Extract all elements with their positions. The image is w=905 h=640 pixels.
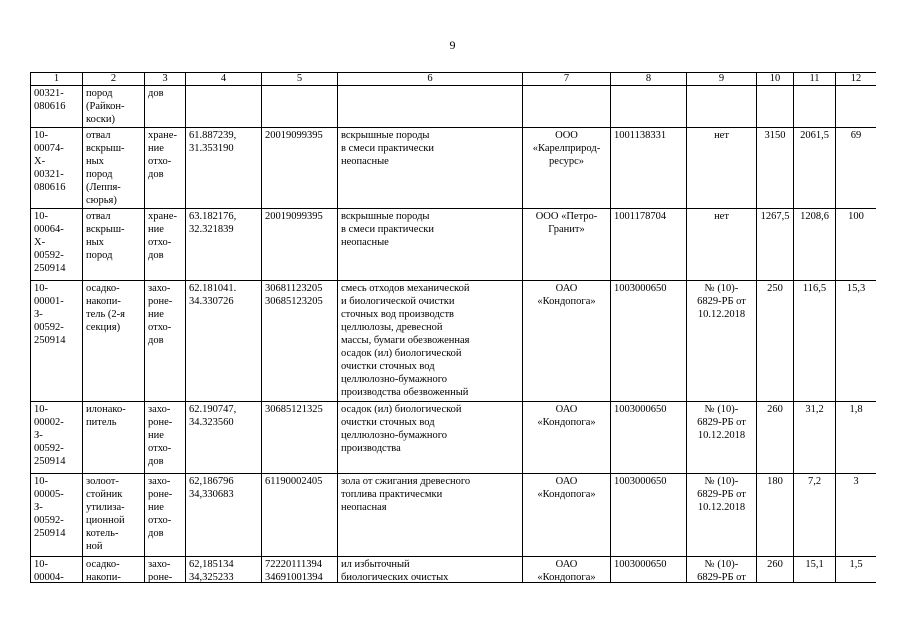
inn-cell: 1003000650 [611,557,687,584]
header-row [31,73,877,86]
col12-cell: 1,8 [836,402,877,474]
col12-cell: 3 [836,474,877,557]
col10-cell: 250 [757,281,794,402]
inn-cell [611,86,687,128]
waste-code-cell: 72220111394 34691001394 [262,557,338,584]
waste-facilities-table-container [30,72,876,583]
operator-cell: ОАО «Кондопога» [523,474,611,557]
purpose-cell: захо- роне- ние отхо- дов [145,281,186,402]
waste-code-cell: 20019099395 [262,209,338,281]
col12-cell: 15,3 [836,281,877,402]
table-row [31,281,877,402]
col12-cell: 100 [836,209,877,281]
inn-cell: 1001138331 [611,128,687,209]
waste-type-cell: осадок (ил) биологической очистки сточных вод целлюлозно-бумажного производства [338,402,523,474]
col11-cell: 7,2 [794,474,836,557]
table-row [31,402,877,474]
col11-cell: 2061,5 [794,128,836,209]
col11-cell: 31,2 [794,402,836,474]
license-cell: № (10)- 6829-РБ от 10.12.2018 [687,474,757,557]
license-cell: № (10)- 6829-РБ от 10.12.2018 [687,402,757,474]
waste-type-cell: ил избыточный биологических очистых [338,557,523,584]
inn-cell: 1001178704 [611,209,687,281]
waste-code-cell: 61190002405 [262,474,338,557]
license-cell: № (10)- 6829-РБ от 10.12.2018 [687,281,757,402]
object-name-cell: илонако- питель [83,402,145,474]
operator-cell: ОАО «Кондопога» [523,281,611,402]
table-row [31,474,877,557]
col11-cell: 15,1 [794,557,836,584]
license-cell [687,86,757,128]
column-header-5: 5 [262,73,338,86]
waste-code-cell [262,86,338,128]
object-number-cell: 10- 00002- З- 00592- 250914 [31,402,83,474]
waste-type-cell: вскрышные породы в смеси практически неопасные [338,209,523,281]
col11-cell: 1208,6 [794,209,836,281]
col10-cell: 260 [757,557,794,584]
coordinates-cell: 62.190747, 34.323560 [186,402,262,474]
table-row [31,557,877,584]
license-cell: № (10)- 6829-РБ от [687,557,757,584]
coordinates-cell [186,86,262,128]
table-row [31,86,877,128]
col10-cell [757,86,794,128]
column-header-11: 11 [794,73,836,86]
object-number-cell: 10- 00074- X- 00321- 080616 [31,128,83,209]
column-header-2: 2 [83,73,145,86]
purpose-cell: хране- ние отхо- дов [145,209,186,281]
operator-cell: ООО «Петро- Гранит» [523,209,611,281]
object-name-cell: отвал вскрыш- ных пород [83,209,145,281]
column-header-10: 10 [757,73,794,86]
col11-cell: 116,5 [794,281,836,402]
col10-cell: 260 [757,402,794,474]
purpose-cell: хране- ние отхо- дов [145,128,186,209]
column-header-7: 7 [523,73,611,86]
object-name-cell: золоот- стойник утилиза- ционной котель- ной [83,474,145,557]
inn-cell: 1003000650 [611,474,687,557]
waste-facilities-table [30,72,876,583]
column-header-6: 6 [338,73,523,86]
coordinates-cell: 61.887239, 31.353190 [186,128,262,209]
col12-cell [836,86,877,128]
table-row [31,209,877,281]
table-row [31,128,877,209]
inn-cell: 1003000650 [611,402,687,474]
waste-code-cell: 20019099395 [262,128,338,209]
waste-type-cell [338,86,523,128]
waste-type-cell: смесь отходов механической и биологической очистки сточных вод производств целлюлозы, древесной массы, бумаги обезвоженная осадок (ил) биологической очистки сточных вод целлюлозно-бумажного производства обезвоженный [338,281,523,402]
object-number-cell: 10- 00001- З- 00592- 250914 [31,281,83,402]
waste-code-cell: 30681123205 30685123205 [262,281,338,402]
coordinates-cell: 63.182176, 32.321839 [186,209,262,281]
col12-cell: 1,5 [836,557,877,584]
waste-type-cell: вскрышные породы в смеси практически неопасные [338,128,523,209]
waste-code-cell: 30685121325 [262,402,338,474]
coordinates-cell: 62.181041. 34.330726 [186,281,262,402]
col10-cell: 3150 [757,128,794,209]
operator-cell [523,86,611,128]
column-header-4: 4 [186,73,262,86]
object-number-cell: 10- 00064- X- 00592- 250914 [31,209,83,281]
license-cell: нет [687,128,757,209]
column-header-8: 8 [611,73,687,86]
inn-cell: 1003000650 [611,281,687,402]
col12-cell: 69 [836,128,877,209]
coordinates-cell: 62,186796 34,330683 [186,474,262,557]
operator-cell: ОАО «Кондопога» [523,557,611,584]
coordinates-cell: 62,185134 34,325233 [186,557,262,584]
purpose-cell: захо- роне- [145,557,186,584]
purpose-cell: дов [145,86,186,128]
object-name-cell: пород (Райкон- коски) [83,86,145,128]
object-number-cell: 10- 00005- З- 00592- 250914 [31,474,83,557]
column-header-9: 9 [687,73,757,86]
object-number-cell: 00321- 080616 [31,86,83,128]
license-cell: нет [687,209,757,281]
object-name-cell: осадко- накопи- [83,557,145,584]
operator-cell: ОАО «Кондопога» [523,402,611,474]
purpose-cell: захо- роне- ние отхо- дов [145,402,186,474]
column-header-3: 3 [145,73,186,86]
object-number-cell: 10- 00004- [31,557,83,584]
column-header-12: 12 [836,73,877,86]
object-name-cell: осадко- накопи- тель (2-я секция) [83,281,145,402]
page-number: 9 [449,38,456,52]
col10-cell: 1267,5 [757,209,794,281]
operator-cell: ООО «Карелприрод- ресурс» [523,128,611,209]
col10-cell: 180 [757,474,794,557]
object-name-cell: отвал вскрыш- ных пород (Леппя- сюрья) [83,128,145,209]
col11-cell [794,86,836,128]
column-header-1: 1 [31,73,83,86]
waste-type-cell: зола от сжигания древесного топлива практичесмки неопасная [338,474,523,557]
purpose-cell: захо- роне- ние отхо- дов [145,474,186,557]
